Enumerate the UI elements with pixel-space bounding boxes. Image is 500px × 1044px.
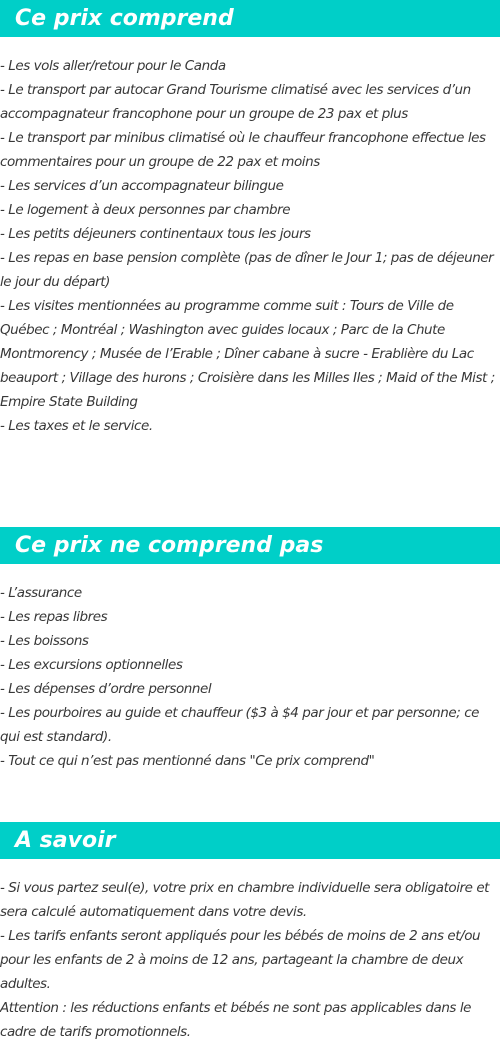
- list-item: - Les boissons: [0, 633, 89, 649]
- list-item: - Le logement à deux personnes par chambre: [0, 202, 291, 218]
- list-item: - Les tarifs enfants seront appliqués pour les bébés de moins de 2 ans et/ou pour les enfants de 2 à moins de 12 ans, partageant la chambre de deux adultes.: [0, 928, 481, 992]
- included-list: [0, 54, 500, 438]
- list-item: - Les repas en base pension complète (pas de dîner le Jour 1; pas de déjeuner le jour du départ): [0, 250, 494, 290]
- list-item: - Le transport par minibus climatisé où le chauffeur francophone effectue les commentaires pour un groupe de 22 pax et moins: [0, 130, 486, 170]
- list-item: - Les services d’un accompagnateur bilingue: [0, 178, 284, 194]
- excluded-heading: Ce prix ne comprend pas: [0, 527, 500, 564]
- info-section: [0, 822, 500, 1044]
- list-item: - Les visites mentionnées au programme comme suit : Tours de Ville de Québec ; Montréal ; Washington avec guides locaux ; Parc de la Chute Montmorency ; Musée de l’Erable ; Dîner cabane à sucre - Erablière du Lac beauport ; Village des hurons ; Croisière dans les Milles Iles ; Maid of the Mist ; Empire State Building: [0, 298, 495, 410]
- excluded-list: [0, 581, 500, 773]
- included-section: [0, 0, 500, 438]
- list-item: - Les excursions optionnelles: [0, 657, 183, 673]
- list-item: - Tout ce qui n’est pas mentionné dans "Ce prix comprend": [0, 753, 375, 769]
- list-item: - Le transport par autocar Grand Tourisme climatisé avec les services d’un accompagnateur francophone pour un groupe de 23 pax et plus: [0, 82, 471, 122]
- list-item: - Les taxes et le service.: [0, 418, 153, 434]
- info-heading: A savoir: [0, 822, 500, 859]
- list-item: Attention : les réductions enfants et bébés ne sont pas applicables dans le cadre de tarifs promotionnels.: [0, 1000, 472, 1040]
- list-item: - L’assurance: [0, 585, 82, 601]
- list-item: - Les vols aller/retour pour le Canda: [0, 58, 226, 74]
- excluded-section: [0, 527, 500, 773]
- list-item: - Les dépenses d’ordre personnel: [0, 681, 212, 697]
- list-item: - Les pourboires au guide et chauffeur ($3 à $4 par jour et par personne; ce qui est standard).: [0, 705, 480, 745]
- included-heading: Ce prix comprend: [0, 0, 500, 37]
- list-item: - Si vous partez seul(e), votre prix en chambre individuelle sera obligatoire et sera calculé automatiquement dans votre devis.: [0, 880, 490, 920]
- list-item: - Les petits déjeuners continentaux tous les jours: [0, 226, 311, 242]
- list-item: - Les repas libres: [0, 609, 108, 625]
